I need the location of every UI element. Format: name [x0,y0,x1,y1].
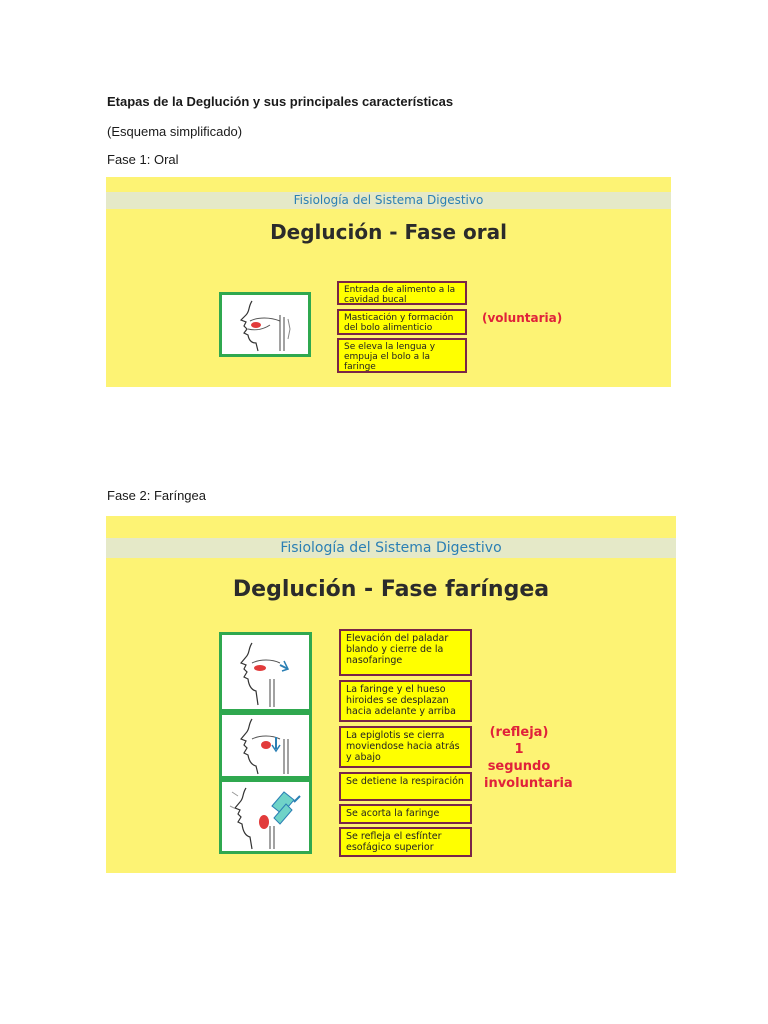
step-box: Se acorta la faringe [339,804,472,824]
step-box: Se detiene la respiración [339,772,472,801]
head-profile-illustration [219,632,312,712]
slide-header: Fisiología del Sistema Digestivo [106,538,676,558]
step-box: Elevación del paladar blando y cierre de la nasofaringe [339,629,472,676]
head-profile-illustration [219,292,311,357]
note-line: (refleja) [489,725,549,740]
note-line: involuntaria [484,776,573,791]
note-line: 1 segundo [487,742,551,774]
slide-header: Fisiología del Sistema Digestivo [106,192,671,209]
phase1-label: Fase 1: Oral [107,152,179,167]
step-box: Entrada de alimento a la cavidad bucal [337,281,467,305]
slide-title: Deglución - Fase oral [270,220,507,244]
pharyngeal-phase-slide [106,516,676,873]
voluntary-note: (voluntaria) [482,311,563,325]
document-heading: Etapas de la Deglución y sus principales características [107,94,454,109]
slide-title: Deglución - Fase faríngea [232,577,550,602]
step-box: Se eleva la lengua y empuja el bolo a la faringe [337,338,467,373]
head-profile-illustration [219,779,312,854]
step-box: Se refleja el esfínter esofágico superior [339,827,472,857]
step-box: Masticación y formación del bolo alimenticio [337,309,467,335]
step-box: La faringe y el hueso hiroides se desplazan hacia adelante y arriba [339,680,472,722]
step-box: La epiglotis se cierra moviendose hacia atrás y abajo [339,726,472,768]
document-subheading: (Esquema simplificado) [107,124,243,139]
head-profile-illustration [219,712,312,779]
phase2-label: Fase 2: Faríngea [107,488,206,503]
reflex-note [484,724,573,792]
oral-phase-slide [106,177,671,387]
